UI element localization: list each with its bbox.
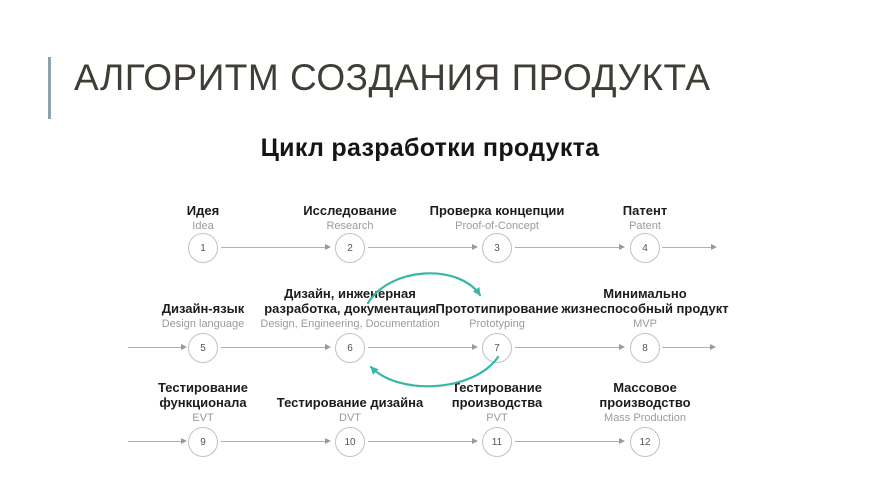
step-8 <box>560 283 730 331</box>
step-circle-12 <box>630 427 660 457</box>
step-title-en: Patent <box>629 220 661 232</box>
step-title-en: MVP <box>633 318 657 330</box>
step-circle-10 <box>335 427 365 457</box>
step-title-ru: Исследование <box>303 203 397 218</box>
step-circle-3 <box>482 233 512 263</box>
step-number: 9 <box>200 436 206 448</box>
step-3 <box>412 203 582 233</box>
step-number: 10 <box>344 436 356 448</box>
step-title-en: Research <box>326 220 374 232</box>
connector-arrow <box>515 441 619 442</box>
step-9 <box>128 380 278 425</box>
step-number: 3 <box>494 242 500 254</box>
connector-arrow <box>221 247 325 248</box>
slide-title: АЛГОРИТМ СОЗДАНИЯ ПРОДУКТА <box>74 57 711 98</box>
step-7 <box>412 283 582 331</box>
step-circle-5 <box>188 333 218 363</box>
connector-arrow <box>221 347 325 348</box>
step-number: 2 <box>347 242 353 254</box>
step-4 <box>565 203 725 233</box>
connector-arrow <box>368 441 472 442</box>
step-circle-8 <box>630 333 660 363</box>
step-title-ru: Минимально жизнеспособный продукт <box>561 286 729 316</box>
connector-arrow <box>515 247 619 248</box>
connector-arrow <box>662 347 710 348</box>
title-accent-bar <box>48 57 51 119</box>
step-title-en: DVT <box>339 412 361 424</box>
step-circle-7 <box>482 333 512 363</box>
step-number: 12 <box>639 436 651 448</box>
step-12 <box>570 380 720 425</box>
step-title-ru: Патент <box>622 203 668 218</box>
step-title-en: Mass Production <box>604 412 686 424</box>
step-title-en: Prototyping <box>469 318 525 330</box>
step-number: 8 <box>642 342 648 354</box>
step-circle-6 <box>335 333 365 363</box>
connector-arrow <box>515 347 619 348</box>
step-number: 4 <box>642 242 648 254</box>
step-title-en: Idea <box>192 220 214 232</box>
step-title-en: Design, Engineering, Documentation <box>260 318 440 330</box>
connector-arrow <box>368 347 472 348</box>
step-title-en: Design language <box>161 318 245 330</box>
step-10 <box>275 384 425 425</box>
diagram-title: Цикл разработки продукта <box>260 134 600 162</box>
step-circle-1 <box>188 233 218 263</box>
step-title-ru: Дизайн, инженерная разработка, документация <box>264 286 436 316</box>
connector-arrow <box>662 247 711 248</box>
step-circle-4 <box>630 233 660 263</box>
step-title-ru: Тестирование производства <box>451 380 543 410</box>
connector-arrow <box>368 247 472 248</box>
connector-arrow <box>128 441 181 442</box>
step-number: 5 <box>200 342 206 354</box>
step-number: 11 <box>491 436 503 448</box>
step-title-ru: Дизайн-язык <box>161 301 245 316</box>
connector-arrow <box>128 347 181 348</box>
step-circle-9 <box>188 427 218 457</box>
step-number: 6 <box>347 342 353 354</box>
step-title-ru: Тестирование функционала <box>158 380 248 410</box>
step-1 <box>123 203 283 233</box>
step-title-en: Proof-of-Concept <box>455 220 539 232</box>
step-11 <box>422 380 572 425</box>
step-title-ru: Прототипирование <box>435 301 559 316</box>
step-circle-2 <box>335 233 365 263</box>
step-number: 1 <box>200 242 206 254</box>
step-title-ru: Идея <box>186 203 220 218</box>
step-2 <box>270 203 430 233</box>
step-circle-11 <box>482 427 512 457</box>
connector-arrow <box>221 441 325 442</box>
step-title-en: EVT <box>192 412 214 424</box>
step-title-ru: Тестирование дизайна <box>276 395 424 410</box>
step-number: 7 <box>494 342 500 354</box>
step-title-ru: Проверка концепции <box>429 203 565 218</box>
step-title-ru: Массовое производство <box>599 380 691 410</box>
step-title-en: PVT <box>486 412 508 424</box>
